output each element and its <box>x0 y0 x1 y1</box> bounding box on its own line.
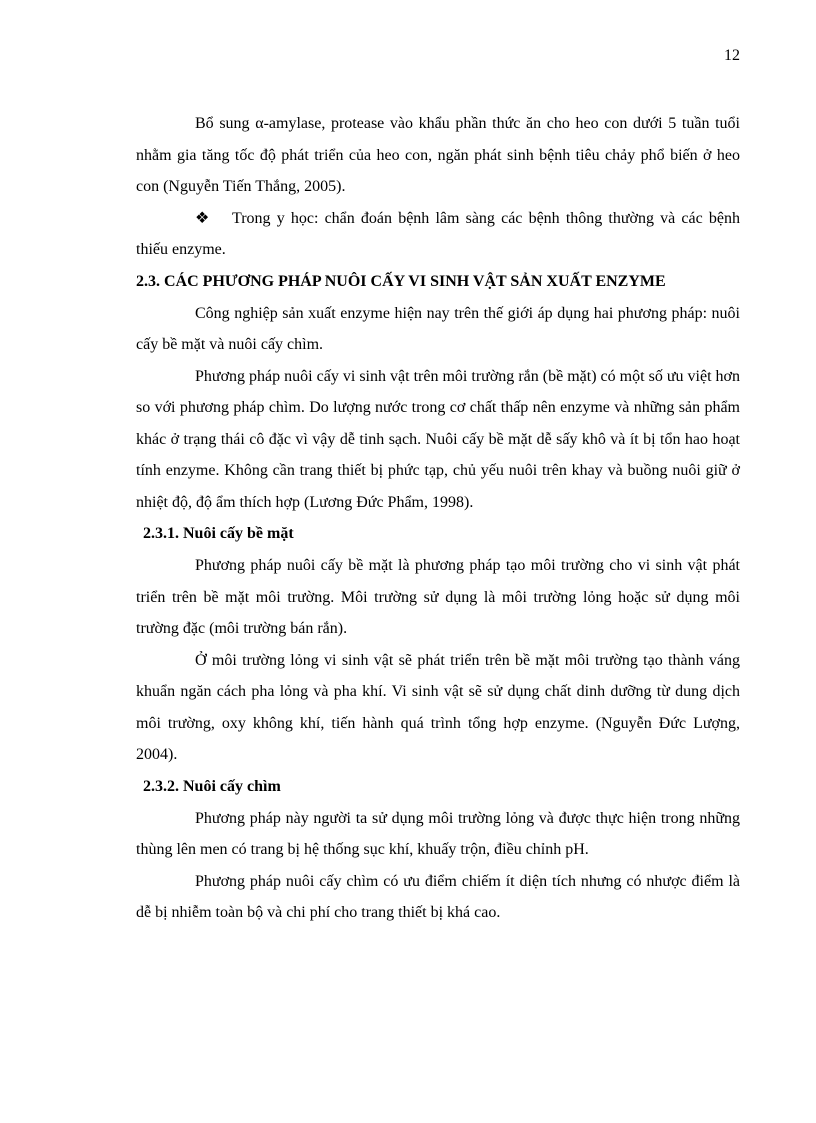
bullet-symbol: ❖ <box>195 209 210 227</box>
paragraph-solid-culture: Phương pháp nuôi cấy vi sinh vật trên môi trường rắn (bề mặt) có một số ưu việt hơn so với phương pháp chìm. Do lượng nước trong cơ chất thấp nên enzyme và những sản phẩm khác ở trạng thái cô đặc vì vậy dễ tinh sạch. Nuôi cấy bề mặt dễ sấy khô và ít bị tổn hao hoạt tính enzyme. Không cần trang thiết bị phức tạp, chủ yếu nuôi trên khay và buồng nuôi giữ ở nhiệt độ, độ ẩm thích hợp (Lương Đức Phẩm, 1998). <box>136 367 740 511</box>
page-number: 12 <box>724 47 740 64</box>
paragraph-submerged-pros-cons: Phương pháp nuôi cấy chìm có ưu điểm chiếm ít diện tích nhưng có nhược điểm là dễ bị nhiễm toàn bộ và chi phí cho trang thiết bị khá cao. <box>136 872 740 921</box>
section-heading-2-3: 2.3. CÁC PHƯƠNG PHÁP NUÔI CẤY VI SINH VẬT SẢN XUẤT ENZYME <box>136 272 666 290</box>
subsection-heading-2-3-1: 2.3.1. Nuôi cấy bề mặt <box>143 525 294 542</box>
subsection-heading-2-3-2: 2.3.2. Nuôi cấy chìm <box>143 777 281 795</box>
paragraph-surface-culture-definition: Phương pháp nuôi cấy bề mặt là phương pháp tạo môi trường cho vi sinh vật phát triển trên bề mặt môi trường. Môi trường sử dụng là môi trường lỏng hoặc sử dụng môi trường đặc (môi trường bán rắn). <box>136 557 740 637</box>
bullet-item-medicine <box>136 203 740 266</box>
paragraph-feed-supplement: Bổ sung α-amylase, protease vào khẩu phần thức ăn cho heo con dưới 5 tuần tuổi nhằm gia tăng tốc độ phát triển của heo con, ngăn phát sinh bệnh tiêu chảy phổ biến ở heo con (Nguyễn Tiến Thắng, 2005). <box>136 115 740 195</box>
paragraph-liquid-medium: Ở môi trường lỏng vi sinh vật sẽ phát triển trên bề mặt môi trường tạo thành váng khuẩn ngăn cách pha lỏng và pha khí. Vi sinh vật sẽ sử dụng chất dinh dưỡng từ dung dịch môi trường, oxy không khí, tiến hành quá trình tổng hợp enzyme. (Nguyễn Đức Lượng, 2004). <box>136 651 740 763</box>
paragraph-submerged-culture-definition: Phương pháp này người ta sử dụng môi trường lỏng và được thực hiện trong những thùng lên men có trang bị hệ thống sục khí, khuấy trộn, điều chỉnh pH. <box>136 809 740 858</box>
page-content <box>136 108 740 929</box>
bullet-text: Trong y học: chẩn đoán bệnh lâm sàng các bệnh thông thường và các bệnh thiếu enzyme. <box>136 209 740 258</box>
paragraph-two-methods: Công nghiệp sản xuất enzyme hiện nay trên thế giới áp dụng hai phương pháp: nuôi cấy bề mặt và nuôi cấy chìm. <box>136 304 740 353</box>
